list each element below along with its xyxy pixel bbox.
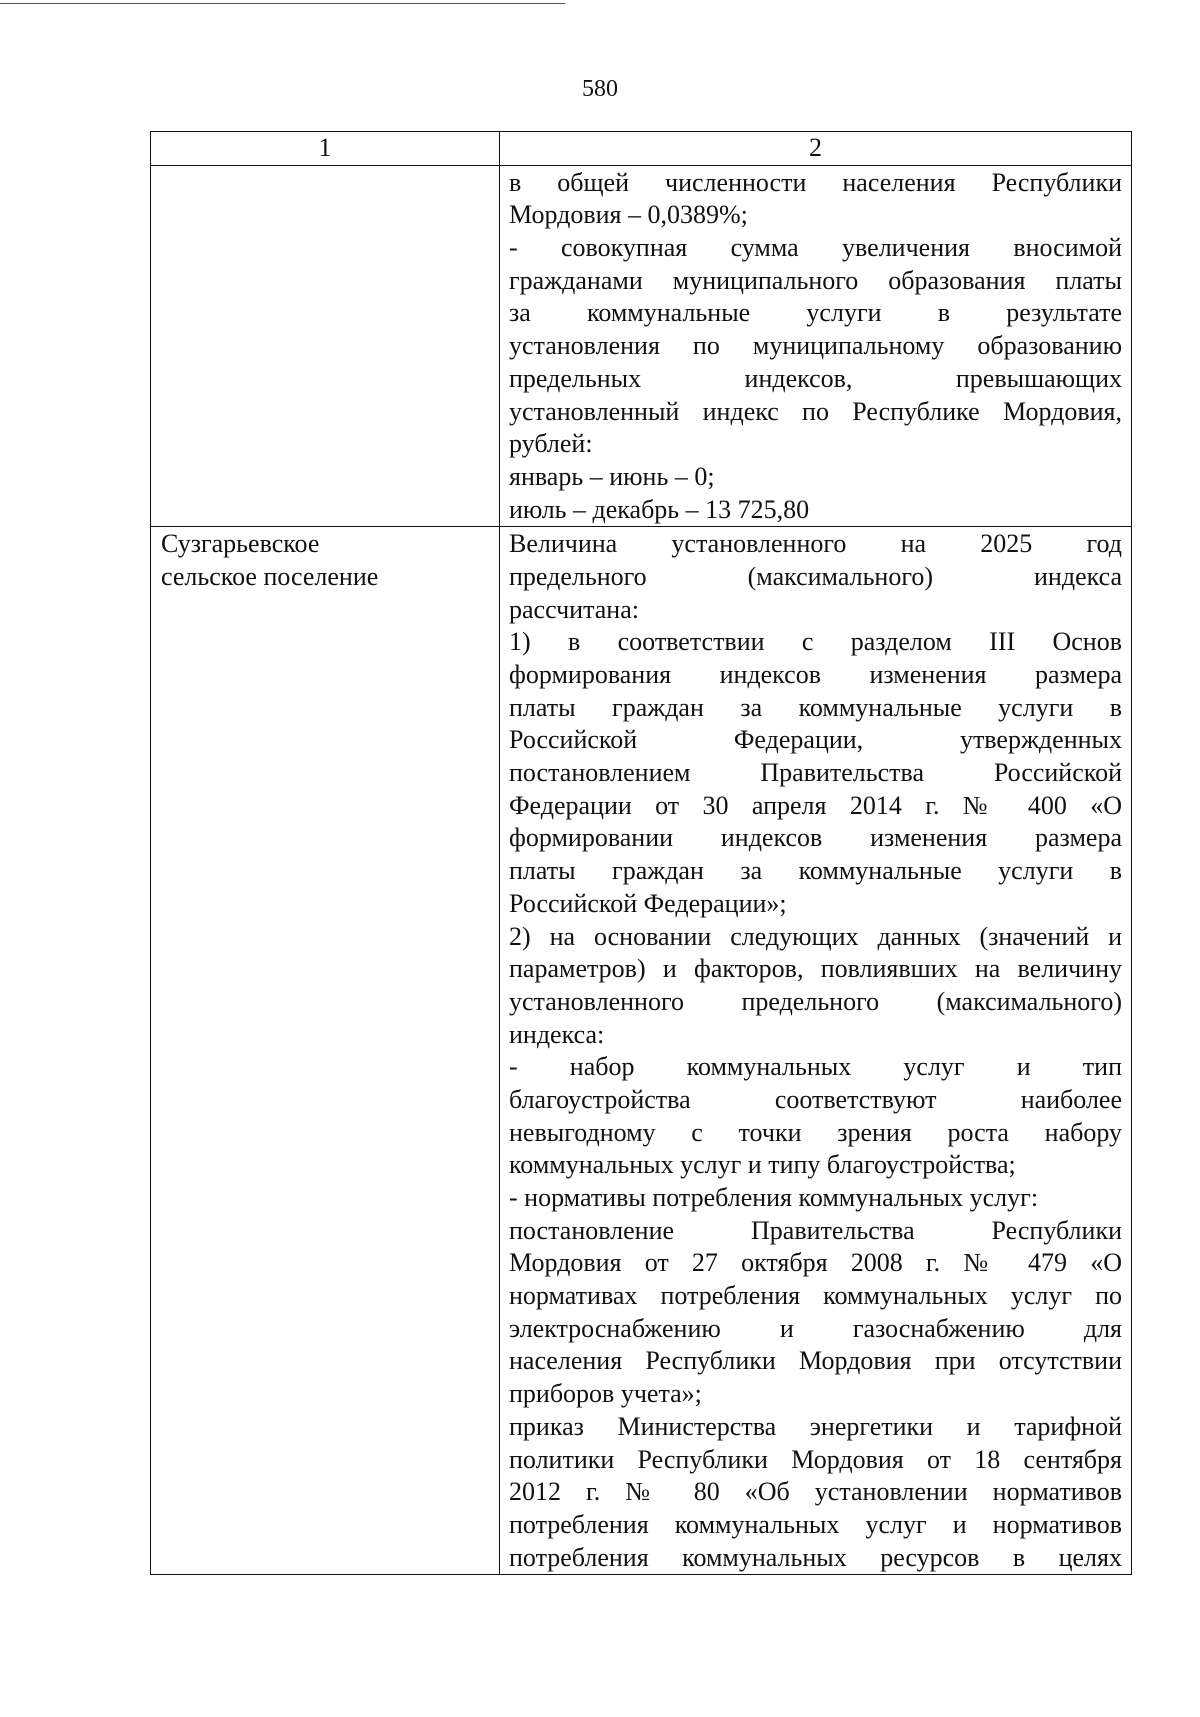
text-line: Мордовия – 0,0389%; xyxy=(509,200,748,230)
text-line: невыгодному с точки зрения роста набору xyxy=(509,1117,1122,1147)
text-line: платы граждан за коммунальные услуги в xyxy=(509,692,1122,722)
text-line: приказ Министерства энергетики и тарифной xyxy=(509,1411,1122,1441)
text-line: установления по муниципальному образованию xyxy=(509,331,1122,361)
text-line: за коммунальные услуги в результате xyxy=(509,298,1122,328)
text-line: предельного (максимального) индекса xyxy=(509,561,1122,591)
text-line: 1) в соответствии с разделом III Основ xyxy=(509,627,1122,657)
text-line: установленный индекс по Республике Мордовия, xyxy=(509,396,1122,426)
table-header-row xyxy=(151,132,1132,166)
top-rule xyxy=(0,3,565,4)
text-line: Российской Федерации»; xyxy=(509,888,787,918)
text-line: в общей численности населения Республики xyxy=(509,167,1122,197)
text-line: рассчитана: xyxy=(509,594,639,624)
text-line: параметров) и факторов, повлиявших на величину xyxy=(509,954,1122,984)
text-line: формирования индексов изменения размера xyxy=(509,660,1122,690)
text-line: - совокупная сумма увеличения вносимой xyxy=(509,233,1122,263)
table-row xyxy=(151,527,1132,1575)
text-line: июль – декабрь – 13 725,80 xyxy=(509,494,810,524)
text-line: рублей: xyxy=(509,429,593,459)
text-line: потребления коммунальных ресурсов в целях xyxy=(509,1542,1122,1572)
text-line: - набор коммунальных услуг и тип xyxy=(509,1052,1122,1082)
text-line: 2012 г. № 80 «Об установлении нормативов xyxy=(509,1477,1122,1507)
text-line: приборов учета»; xyxy=(509,1379,702,1409)
text-line: Мордовия от 27 октября 2008 г. № 479 «О xyxy=(509,1248,1122,1278)
text-line: политики Республики Мордовия от 18 сентября xyxy=(509,1444,1122,1474)
text-line: благоустройства соответствуют наиболее xyxy=(509,1084,1122,1114)
description-cell xyxy=(500,165,1132,527)
description-cell xyxy=(500,527,1132,1575)
text-line: населения Республики Мордовия при отсутствии xyxy=(509,1346,1122,1376)
text-line: гражданами муниципального образования платы xyxy=(509,265,1122,295)
column-header-2: 2 xyxy=(500,132,1132,166)
text-line: постановлением Правительства Российской xyxy=(509,758,1122,788)
text-line: постановление Правительства Республики xyxy=(509,1215,1122,1245)
text-line: индекса: xyxy=(509,1019,605,1049)
text-line: сельское поселение xyxy=(161,561,379,591)
table-row xyxy=(151,165,1132,527)
text-line: предельных индексов, превышающих xyxy=(509,363,1122,393)
text-line: платы граждан за коммунальные услуги в xyxy=(509,856,1122,886)
text-line: формировании индексов изменения размера xyxy=(509,823,1122,853)
text-line: Российской Федерации, утвержденных xyxy=(509,725,1122,755)
text-line: Федерации от 30 апреля 2014 г. № 400 «О xyxy=(509,790,1122,820)
text-line: коммунальных услуг и типу благоустройства; xyxy=(509,1150,1016,1180)
page-number: 580 xyxy=(582,76,618,102)
text-line: Сузгарьевское xyxy=(161,529,320,559)
text-line: январь – июнь – 0; xyxy=(509,461,715,491)
document-table xyxy=(150,131,1132,1575)
text-line: потребления коммунальных услуг и нормативов xyxy=(509,1509,1122,1539)
municipality-cell xyxy=(151,527,500,1575)
column-header-1: 1 xyxy=(151,132,500,166)
text-line: нормативах потребления коммунальных услуг по xyxy=(509,1281,1122,1311)
text-line: установленного предельного (максимального) xyxy=(509,986,1122,1016)
text-line: электроснабжению и газоснабжению для xyxy=(509,1313,1122,1343)
municipality-cell xyxy=(151,165,500,527)
text-line: Величина установленного на 2025 год xyxy=(509,529,1122,559)
text-line: - нормативы потребления коммунальных услуг: xyxy=(509,1183,1039,1213)
text-line: 2) на основании следующих данных (значений и xyxy=(509,921,1122,951)
